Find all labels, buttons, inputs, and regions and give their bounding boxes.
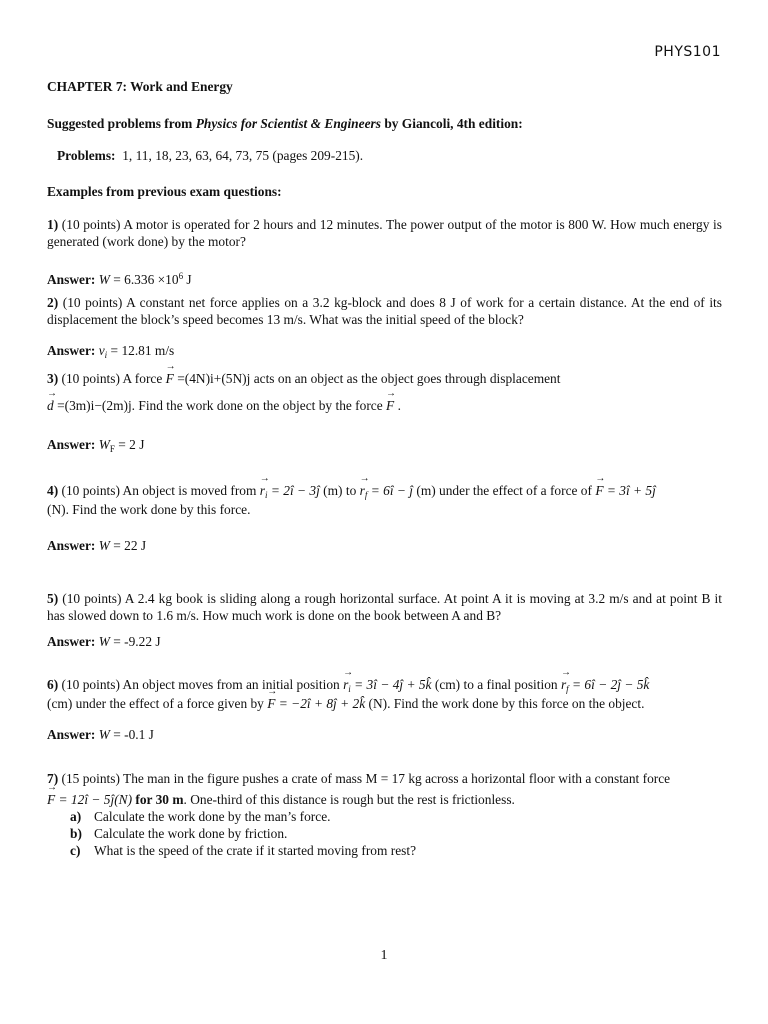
list-item: b) Calculate the work done by friction. xyxy=(70,826,288,841)
book-title: Physics for Scientist & Engineers xyxy=(195,116,381,131)
course-code: PHYS101 xyxy=(654,44,721,60)
list-item: a) Calculate the work done by the man’s force. xyxy=(70,809,331,824)
question-4-cont: (N). Find the work done by this force. xyxy=(47,502,251,517)
question-3-cont: → d =(3m)i−(2m)j. Find the work done on the object by the force → F . xyxy=(47,397,722,414)
answer-4: Answer: W = 22 J xyxy=(47,538,147,553)
question-7-parts xyxy=(70,808,416,859)
list-item: c) What is the speed of the crate if it started moving from rest? xyxy=(70,843,417,858)
answer-5: Answer: W = -9.22 J xyxy=(47,634,161,649)
question-3: 3) (10 points) A force → F =(4N)i+(5N)j acts on an object as the object goes through displacement xyxy=(47,370,722,387)
answer-1: Answer: $W = 6.336 \times 10^6$ J xyxy=(47,271,192,287)
question-1: 1) (10 points) A motor is operated for 2 hours and 12 minutes. The power output of the motor is 800 W. How much energy is generated (work done) by the motor? xyxy=(47,217,722,249)
question-5: 5) (10 points) A 2.4 kg book is sliding along a rough horizontal surface. At point A it is moving at 3.2 m/s and at point B it has slowed down to 1.6 m/s. How much work is done on the book between A and B? xyxy=(47,591,722,623)
answer-2: Answer: $v_i = 12.81$ m/s xyxy=(47,343,175,360)
problems-line xyxy=(57,147,732,164)
question-6-cont: (cm) under the effect of a force given by → F = −2î + 8ĵ + 2k̂ (N). Find the work done by this force on the object. xyxy=(47,695,722,712)
answer-6: Answer: W = -0.1 J xyxy=(47,727,154,742)
examples-heading: Examples from previous exam questions: xyxy=(47,184,282,199)
problems-label: Problems: xyxy=(57,148,116,163)
answer-3: Answer: $W_F = 2$ J xyxy=(47,437,145,454)
question-7: 7) (15 points) The man in the figure pushes a crate of mass M = 17 kg across a horizontal floor with a constant force xyxy=(47,771,671,786)
question-6: 6) (10 points) An object moves from an initial position → $r_i$ = 3î − 4ĵ + 5k̂ (cm) to a final position → $r_f$ = 6î − 2ĵ − 5k̂ xyxy=(47,676,722,698)
page-number: 1 xyxy=(380,948,388,963)
question-4: 4) (10 points) An object is moved from → $r_i$ = 2î − 3ĵ (m) to → $r_f$ = 6î − ĵ (m) under the effect of a force of → F = 3î + 5ĵ xyxy=(47,482,722,504)
chapter-title: CHAPTER 7: Work and Energy xyxy=(47,79,233,94)
problems-list: 1, 11, 18, 23, 63, 64, 73, 75 (pages 209-215). xyxy=(122,148,364,163)
suggested-problems-heading: Suggested problems from Physics for Scientist & Engineers by Giancoli, 4th edition: xyxy=(47,116,523,131)
question-7-cont: → F = 12î − 5ĵ(N) for 30 m. One-third of this distance is rough but the rest is frictionless. xyxy=(47,791,722,808)
question-2: 2) (10 points) A constant net force applies on a 3.2 kg-block and does 8 J of work for a certain distance. At the end of its displacement the block’s speed becomes 13 m/s. What was the initial speed of the block? xyxy=(47,295,722,327)
